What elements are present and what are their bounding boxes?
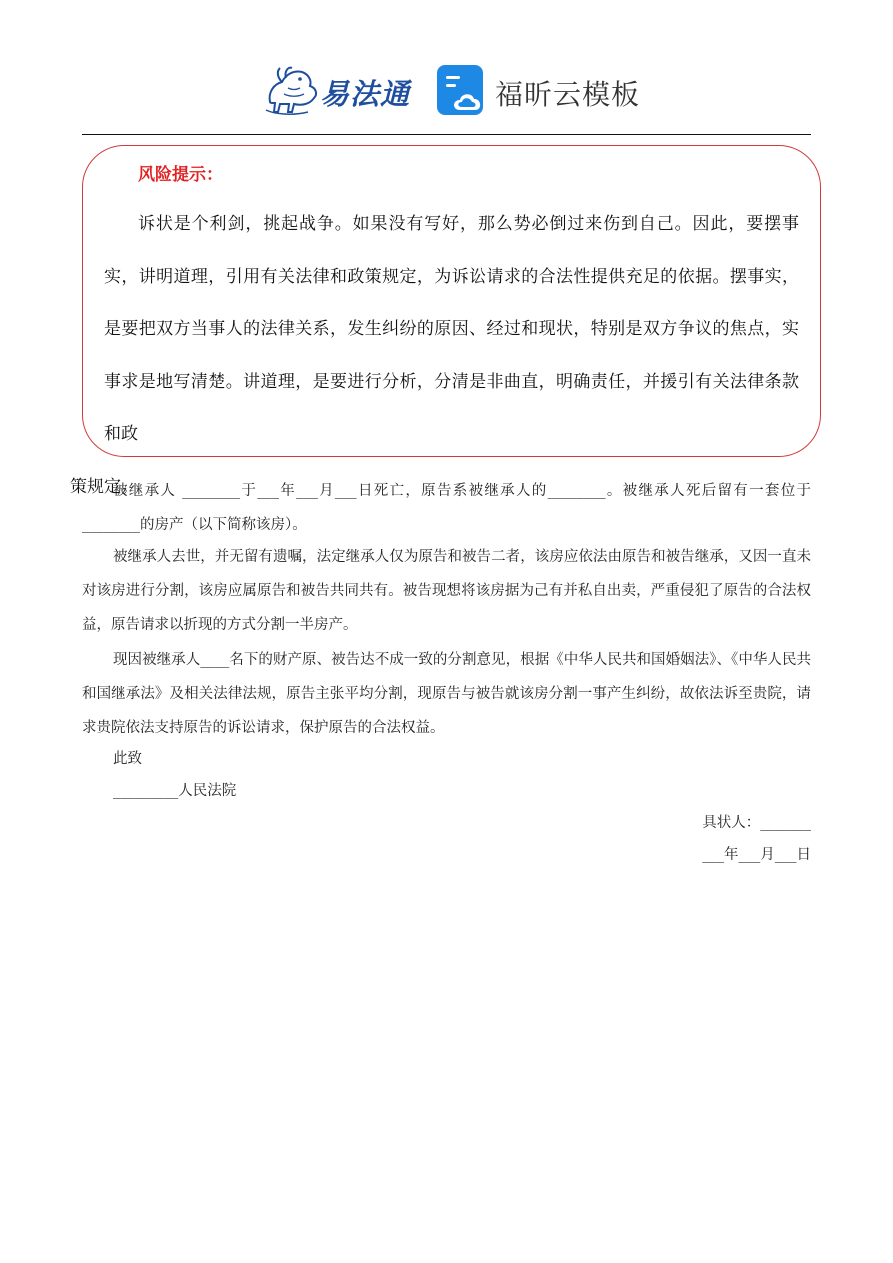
plaintiff-signature: 具状人：_______ — [702, 815, 811, 831]
foxit-cloud-template-logo-text: 福昕云模板 — [495, 78, 641, 111]
yifatong-logo-text: 易法通 — [320, 77, 411, 111]
salutation: 此致 — [113, 751, 142, 767]
risk-warning-text-main: 诉状是个利剑，挑起战争。如果没有写好，那么势必倒过来伤到自己。因此，要摆事实，讲明道理，引用有关法律和政策规定，为诉讼请求的合法性提供充足的依据。摆事实，是要把双方当事人的法律关系，发生纠纷的原因、经过和现状，特别是双方争议的焦点，实事求是地写清楚。讲道理，是要进行分析，分清是非曲直，明确责任，并援引有关法律条款和政 — [104, 214, 799, 444]
header-divider — [82, 134, 811, 135]
document-cloud-icon — [436, 64, 488, 116]
filing-date: ___年___月___日 — [702, 847, 811, 863]
page-header — [0, 58, 893, 120]
risk-warning-text — [70, 198, 799, 513]
paragraph-dispute-facts: 被继承人去世，并无留有遗嘱，法定继承人仅为原告和被告二者，该房应依法由原告和被告继承，又因一直未对该房进行分割，该房应属原告和被告共同共有。被告现想将该房据为己有并私自出卖，严重侵犯了原告的合法权益，原告请求以折现的方式分割一半房产。 — [82, 549, 811, 633]
court-name: _________人民法院 — [113, 783, 237, 799]
yifatong-logo — [262, 62, 412, 118]
qilin-mascot-icon — [262, 62, 322, 118]
risk-warning-title: 风险提示： — [138, 165, 223, 185]
risk-warning-text-end: 策规定。 — [70, 476, 138, 497]
paragraph-claim-basis: 现因被继承人____名下的财产原、被告达不成一致的分割意见，根据《中华人民共和国婚姻法》、《中华人民共和国继承法》及相关法律法规，原告主张平均分割，现原告与被告就该房分割一事产生纠纷，故依法诉至贵院，请求贵院依法支持原告的诉讼请求，保护原告的合法权益。 — [82, 652, 811, 736]
paragraph-inheritance-facts: 被继承人 ________于___年___月___日死亡，原告系被继承人的________。被继承人死后留有一套位于________的房产（以下简称该房）。 — [82, 483, 811, 533]
foxit-cloud-template-logo — [436, 64, 641, 118]
